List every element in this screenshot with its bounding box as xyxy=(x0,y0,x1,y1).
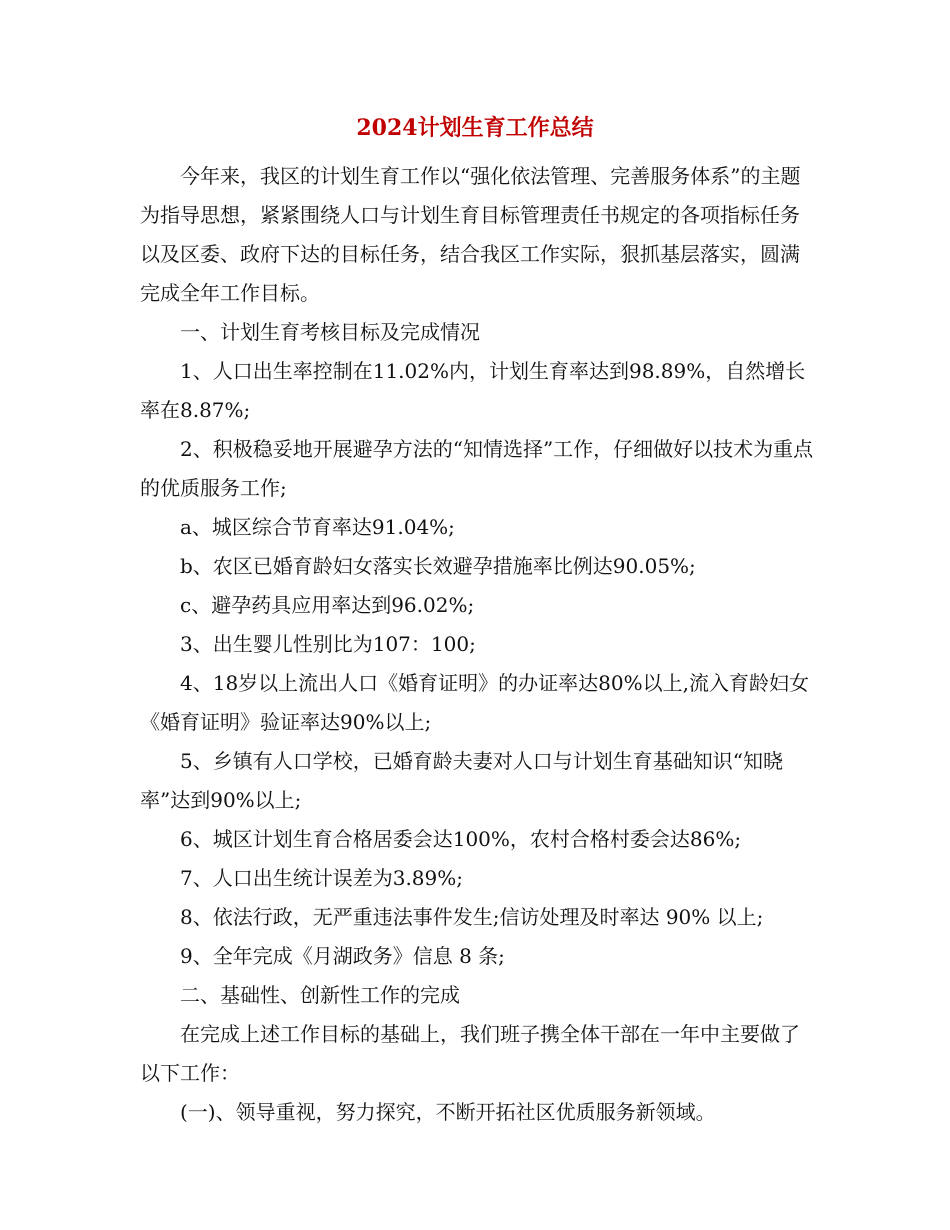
subsection-heading-1: (一)、领导重视，努力探究，不断开拓社区优质服务新领域。 xyxy=(180,1100,716,1124)
list-item-8: 8、依法行政，无严重违法事件发生;信访处理及时率达 90% 以上; xyxy=(180,905,764,929)
list-item-5: 5、乡镇有人口学校，已婚育龄夫妻对人口与计划生育基础知识“知晓率”达到90%以上; xyxy=(140,749,783,812)
list-item-2b: b、农区已婚育龄妇女落实长效避孕措施率比例达90.05%; xyxy=(180,554,696,578)
list-item-9: 9、全年完成《月湖政务》信息 8 条; xyxy=(180,944,505,968)
list-item-2c: c、避孕药具应用率达到96.02%; xyxy=(180,593,475,617)
list-item-1: 1、人口出生率控制在11.02%内，计划生育率达到98.89%，自然增长率在8.87%; xyxy=(140,359,806,422)
list-item-7: 7、人口出生统计误差为3.89%; xyxy=(180,866,463,890)
document-body xyxy=(140,157,815,1132)
list-item-6: 6、城区计划生育合格居委会达100%，农村合格村委会达86%; xyxy=(180,827,742,851)
section-heading-2: 二、基础性、创新性工作的完成 xyxy=(180,983,460,1007)
list-item-2a: a、城区综合节育率达91.04%; xyxy=(180,515,455,539)
paragraph-intro: 今年来，我区的计划生育工作以“强化依法管理、完善服务体系”的主题为指导思想，紧紧围绕人口与计划生育目标管理责任书规定的各项指标任务以及区委、政府下达的目标任务，结合我区工作实际，狠抓基层落实，圆满完成全年工作目标。 xyxy=(140,164,801,305)
list-item-3: 3、出生婴儿性别比为107：100; xyxy=(180,632,476,656)
document-title: 2024计划生育工作总结 xyxy=(356,115,594,141)
section-heading-1: 一、计划生育考核目标及完成情况 xyxy=(180,320,480,344)
list-item-2: 2、积极稳妥地开展避孕方法的“知情选择”工作，仔细做好以技术为重点的优质服务工作; xyxy=(140,437,814,500)
list-item-4: 4、18岁以上流出人口《婚育证明》的办证率达80%以上,流入育龄妇女《婚育证明》验证率达90%以上; xyxy=(140,671,809,734)
paragraph-summary: 在完成上述工作目标的基础上，我们班子携全体干部在一年中主要做了以下工作： xyxy=(140,1022,800,1085)
